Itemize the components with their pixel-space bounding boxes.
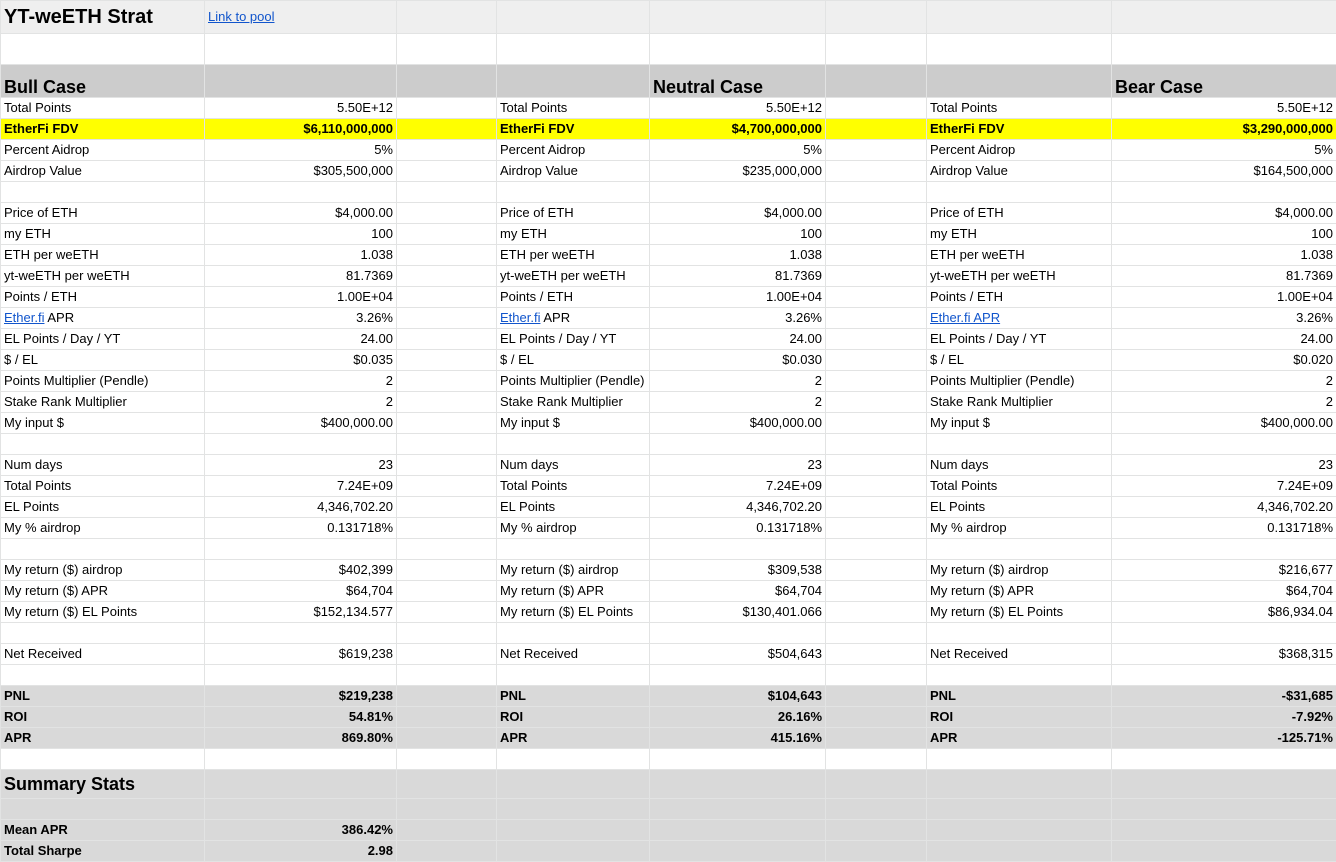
label-pnl[interactable]: PNL [1,686,205,707]
label-total_points[interactable]: Total Points [1,98,205,119]
value-points_mult[interactable]: 2 [1112,371,1336,392]
label-apr_total[interactable]: APR [927,728,1112,749]
value-stake_rank_mult[interactable]: 2 [650,392,826,413]
value-net_received[interactable]: $368,315 [1112,644,1336,665]
value-el_points[interactable]: 4,346,702.20 [1112,497,1336,518]
bear-case-title[interactable]: Bear Case [1112,65,1336,98]
value-my_pct_airdrop[interactable]: 0.131718% [205,518,397,539]
label-total_points[interactable]: Total Points [927,98,1112,119]
apr-label-suffix: APR [44,310,75,325]
label-net_received[interactable]: Net Received [497,644,650,665]
row-stake_rank_mult [1,392,1336,413]
label-my_pct_airdrop[interactable]: My % airdrop [1,518,205,539]
neutral-case-title[interactable]: Neutral Case [650,65,826,98]
label-yt_per_weeth[interactable]: yt-weETH per weETH [497,266,650,287]
row-apr_total [1,728,1336,749]
label-my_eth[interactable]: my ETH [1,224,205,245]
label-points_per_eth[interactable]: Points / ETH [497,287,650,308]
label-my_eth[interactable]: my ETH [927,224,1112,245]
row-my_eth [1,224,1336,245]
label-my_pct_airdrop[interactable]: My % airdrop [497,518,650,539]
label-ret_el[interactable]: My return ($) EL Points [1,602,205,623]
label-ret_airdrop[interactable]: My return ($) airdrop [497,560,650,581]
value-eth_per_weeth[interactable]: 1.038 [205,245,397,266]
label-usd_per_el[interactable]: $ / EL [1,350,205,371]
label-apr_total[interactable]: APR [1,728,205,749]
row-eth_per_weeth [1,245,1336,266]
value-ret_el[interactable]: $86,934.04 [1112,602,1336,623]
value-apr_total[interactable]: 869.80% [205,728,397,749]
row-my_input [1,413,1336,434]
row-yt_per_weeth [1,266,1336,287]
title-row [1,1,1336,34]
label-points_per_eth[interactable]: Points / ETH [1,287,205,308]
mean-apr-label[interactable]: Mean APR [1,820,205,841]
value-ret_airdrop[interactable]: $309,538 [650,560,826,581]
value-my_input[interactable]: $400,000.00 [650,413,826,434]
label-el_points_day[interactable]: EL Points / Day / YT [497,329,650,350]
label-eth_per_weeth[interactable]: ETH per weETH [1,245,205,266]
label-points_mult[interactable]: Points Multiplier (Pendle) [1,371,205,392]
blank-row [1,623,1336,644]
label-yt_per_weeth[interactable]: yt-weETH per weETH [1,266,205,287]
row-el_points_day [1,329,1336,350]
label-apr[interactable] [927,308,1112,329]
value-stake_rank_mult[interactable]: 2 [1112,392,1336,413]
value-total_points2[interactable]: 7.24E+09 [650,476,826,497]
label-usd_per_el[interactable]: $ / EL [497,350,650,371]
blank-row [1,182,1336,203]
value-fdv[interactable]: $4,700,000,000 [650,119,826,140]
value-apr[interactable]: 3.26% [205,308,397,329]
value-roi[interactable]: 54.81% [205,707,397,728]
label-pnl[interactable]: PNL [927,686,1112,707]
value-net_received[interactable]: $619,238 [205,644,397,665]
value-el_points_day[interactable]: 24.00 [205,329,397,350]
value-fdv[interactable]: $3,290,000,000 [1112,119,1336,140]
label-el_points_day[interactable]: EL Points / Day / YT [927,329,1112,350]
value-ret_apr[interactable]: $64,704 [1112,581,1336,602]
label-roi[interactable]: ROI [497,707,650,728]
pool-link[interactable]: Link to pool [208,9,275,24]
row-net_received [1,644,1336,665]
label-num_days[interactable]: Num days [927,455,1112,476]
value-roi[interactable]: 26.16% [650,707,826,728]
value-usd_per_el[interactable]: $0.030 [650,350,826,371]
label-apr[interactable] [1,308,205,329]
value-usd_per_el[interactable]: $0.035 [205,350,397,371]
value-net_received[interactable]: $504,643 [650,644,826,665]
label-net_received[interactable]: Net Received [927,644,1112,665]
label-price_eth[interactable]: Price of ETH [927,203,1112,224]
blank-row [1,799,1336,820]
value-percent_airdrop[interactable]: 5% [1112,140,1336,161]
value-eth_per_weeth[interactable]: 1.038 [1112,245,1336,266]
row-ret_apr [1,581,1336,602]
label-stake_rank_mult[interactable]: Stake Rank Multiplier [1,392,205,413]
value-apr_total[interactable]: -125.71% [1112,728,1336,749]
value-roi[interactable]: -7.92% [1112,707,1336,728]
label-num_days[interactable]: Num days [497,455,650,476]
label-airdrop_value[interactable]: Airdrop Value [927,161,1112,182]
value-total_points[interactable]: 5.50E+12 [1112,98,1336,119]
row-ret_el [1,602,1336,623]
value-points_per_eth[interactable]: 1.00E+04 [1112,287,1336,308]
value-my_pct_airdrop[interactable]: 0.131718% [650,518,826,539]
label-roi[interactable]: ROI [927,707,1112,728]
label-el_points[interactable]: EL Points [927,497,1112,518]
value-apr[interactable]: 3.26% [1112,308,1336,329]
label-points_mult[interactable]: Points Multiplier (Pendle) [927,371,1112,392]
value-price_eth[interactable]: $4,000.00 [1112,203,1336,224]
etherfi-apr-link[interactable]: Ether.fi APR [930,310,1001,325]
value-ret_el[interactable]: $130,401.066 [650,602,826,623]
row-total_points2 [1,476,1336,497]
label-points_mult[interactable]: Points Multiplier (Pendle) [497,371,650,392]
value-ret_apr[interactable]: $64,704 [205,581,397,602]
row-fdv [1,119,1336,140]
value-apr_total[interactable]: 415.16% [650,728,826,749]
value-ret_airdrop[interactable]: $402,399 [205,560,397,581]
label-usd_per_el[interactable]: $ / EL [927,350,1112,371]
label-total_points2[interactable]: Total Points [927,476,1112,497]
label-el_points[interactable]: EL Points [1,497,205,518]
value-price_eth[interactable]: $4,000.00 [205,203,397,224]
row-total-sharpe [1,841,1336,862]
label-ret_apr[interactable]: My return ($) APR [497,581,650,602]
value-el_points_day[interactable]: 24.00 [650,329,826,350]
label-ret_apr[interactable]: My return ($) APR [927,581,1112,602]
label-apr[interactable] [497,308,650,329]
row-price_eth [1,203,1336,224]
label-my_input[interactable]: My input $ [497,413,650,434]
label-ret_apr[interactable]: My return ($) APR [1,581,205,602]
label-percent_airdrop[interactable]: Percent Aidrop [927,140,1112,161]
label-roi[interactable]: ROI [1,707,205,728]
value-points_per_eth[interactable]: 1.00E+04 [650,287,826,308]
total-sharpe-label[interactable]: Total Sharpe [1,841,205,862]
value-airdrop_value[interactable]: $235,000,000 [650,161,826,182]
label-ret_el[interactable]: My return ($) EL Points [927,602,1112,623]
label-price_eth[interactable]: Price of ETH [1,203,205,224]
blank-row [1,34,1336,65]
value-total_points[interactable]: 5.50E+12 [205,98,397,119]
label-fdv[interactable]: EtherFi FDV [1,119,205,140]
blank-row [1,539,1336,560]
value-el_points_day[interactable]: 24.00 [1112,329,1336,350]
label-my_eth[interactable]: my ETH [497,224,650,245]
value-eth_per_weeth[interactable]: 1.038 [650,245,826,266]
label-eth_per_weeth[interactable]: ETH per weETH [927,245,1112,266]
row-total_points [1,98,1336,119]
row-ret_airdrop [1,560,1336,581]
total-sharpe-value[interactable]: 2.98 [205,841,397,862]
row-my_pct_airdrop [1,518,1336,539]
value-num_days[interactable]: 23 [205,455,397,476]
label-yt_per_weeth[interactable]: yt-weETH per weETH [927,266,1112,287]
label-stake_rank_mult[interactable]: Stake Rank Multiplier [497,392,650,413]
row-usd_per_el [1,350,1336,371]
value-airdrop_value[interactable]: $305,500,000 [205,161,397,182]
label-num_days[interactable]: Num days [1,455,205,476]
label-stake_rank_mult[interactable]: Stake Rank Multiplier [927,392,1112,413]
value-pnl[interactable]: $104,643 [650,686,826,707]
value-my_eth[interactable]: 100 [650,224,826,245]
value-percent_airdrop[interactable]: 5% [205,140,397,161]
blank-row [1,749,1336,770]
label-my_input[interactable]: My input $ [1,413,205,434]
value-ret_airdrop[interactable]: $216,677 [1112,560,1336,581]
value-my_input[interactable]: $400,000.00 [1112,413,1336,434]
value-apr[interactable]: 3.26% [650,308,826,329]
label-my_input[interactable]: My input $ [927,413,1112,434]
label-percent_airdrop[interactable]: Percent Aidrop [1,140,205,161]
value-pnl[interactable]: -$31,685 [1112,686,1336,707]
value-ret_el[interactable]: $152,134.577 [205,602,397,623]
label-ret_airdrop[interactable]: My return ($) airdrop [927,560,1112,581]
label-total_points2[interactable]: Total Points [1,476,205,497]
label-total_points2[interactable]: Total Points [497,476,650,497]
mean-apr-value[interactable]: 386.42% [205,820,397,841]
row-points_mult [1,371,1336,392]
label-airdrop_value[interactable]: Airdrop Value [497,161,650,182]
label-apr_total[interactable]: APR [497,728,650,749]
blank-row [1,434,1336,455]
label-points_per_eth[interactable]: Points / ETH [927,287,1112,308]
value-pnl[interactable]: $219,238 [205,686,397,707]
label-percent_airdrop[interactable]: Percent Aidrop [497,140,650,161]
etherfi-link[interactable]: Ether.fi [500,310,541,325]
value-fdv[interactable]: $6,110,000,000 [205,119,397,140]
value-yt_per_weeth[interactable]: 81.7369 [1112,266,1336,287]
label-fdv[interactable]: EtherFi FDV [927,119,1112,140]
value-total_points2[interactable]: 7.24E+09 [205,476,397,497]
value-price_eth[interactable]: $4,000.00 [650,203,826,224]
label-fdv[interactable]: EtherFi FDV [497,119,650,140]
value-el_points[interactable]: 4,346,702.20 [650,497,826,518]
value-stake_rank_mult[interactable]: 2 [205,392,397,413]
row-roi [1,707,1336,728]
value-airdrop_value[interactable]: $164,500,000 [1112,161,1336,182]
label-total_points[interactable]: Total Points [497,98,650,119]
label-pnl[interactable]: PNL [497,686,650,707]
row-apr [1,308,1336,329]
label-el_points[interactable]: EL Points [497,497,650,518]
case-header-row [1,65,1336,98]
value-my_eth[interactable]: 100 [205,224,397,245]
row-percent_airdrop [1,140,1336,161]
row-num_days [1,455,1336,476]
label-price_eth[interactable]: Price of ETH [497,203,650,224]
label-airdrop_value[interactable]: Airdrop Value [1,161,205,182]
label-my_pct_airdrop[interactable]: My % airdrop [927,518,1112,539]
value-points_per_eth[interactable]: 1.00E+04 [205,287,397,308]
value-num_days[interactable]: 23 [1112,455,1336,476]
label-eth_per_weeth[interactable]: ETH per weETH [497,245,650,266]
value-total_points2[interactable]: 7.24E+09 [1112,476,1336,497]
value-yt_per_weeth[interactable]: 81.7369 [650,266,826,287]
etherfi-link[interactable]: Ether.fi [4,310,45,325]
value-percent_airdrop[interactable]: 5% [650,140,826,161]
value-yt_per_weeth[interactable]: 81.7369 [205,266,397,287]
value-usd_per_el[interactable]: $0.020 [1112,350,1336,371]
value-points_mult[interactable]: 2 [205,371,397,392]
value-my_input[interactable]: $400,000.00 [205,413,397,434]
label-el_points_day[interactable]: EL Points / Day / YT [1,329,205,350]
row-pnl [1,686,1336,707]
summary-header-row [1,770,1336,799]
value-my_eth[interactable]: 100 [1112,224,1336,245]
label-net_received[interactable]: Net Received [1,644,205,665]
value-my_pct_airdrop[interactable]: 0.131718% [1112,518,1336,539]
label-ret_el[interactable]: My return ($) EL Points [497,602,650,623]
value-total_points[interactable]: 5.50E+12 [650,98,826,119]
value-el_points[interactable]: 4,346,702.20 [205,497,397,518]
value-num_days[interactable]: 23 [650,455,826,476]
row-mean-apr [1,820,1336,841]
row-points_per_eth [1,287,1336,308]
apr-label-suffix: APR [540,310,571,325]
blank-row [1,665,1336,686]
value-points_mult[interactable]: 2 [650,371,826,392]
value-ret_apr[interactable]: $64,704 [650,581,826,602]
summary-title[interactable]: Summary Stats [1,770,205,799]
row-el_points [1,497,1336,518]
sheet-title[interactable]: YT-weETH Strat [1,1,205,34]
row-airdrop_value [1,161,1336,182]
label-ret_airdrop[interactable]: My return ($) airdrop [1,560,205,581]
bull-case-title[interactable]: Bull Case [1,65,205,98]
